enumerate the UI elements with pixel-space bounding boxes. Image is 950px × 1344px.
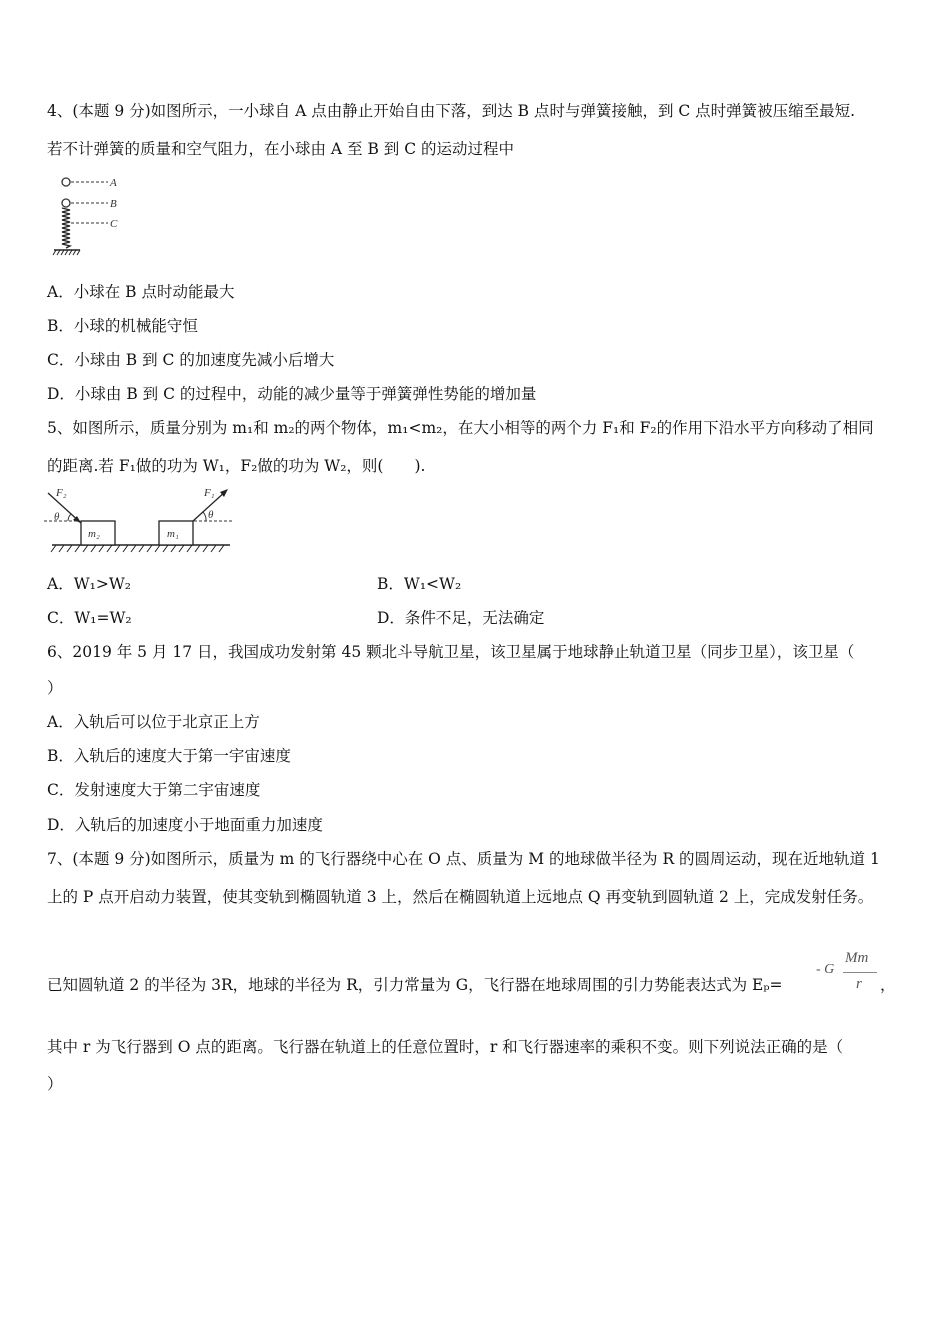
q7-formula-fraction-bar bbox=[843, 972, 877, 973]
q4-option-d[interactable]: D．小球由 B 到 C 的过程中，动能的减少量等于弹簧弹性势能的增加量 bbox=[47, 385, 537, 403]
q5-fig-label-m1: m₁ bbox=[167, 528, 179, 540]
q5-option-c[interactable]: C．W₁=W₂ bbox=[47, 609, 132, 627]
q5-option-a[interactable]: A．W₁>W₂ bbox=[47, 575, 131, 593]
q5-option-d[interactable]: D．条件不足，无法确定 bbox=[377, 609, 545, 627]
q7-formula-numerator: Mm bbox=[845, 950, 869, 966]
q4-option-c[interactable]: C．小球由 B 到 C 的加速度先减小后增大 bbox=[47, 351, 335, 369]
q5-fig-label-theta-right: θ bbox=[208, 509, 214, 521]
q5-fig-label-f2: F₂ bbox=[56, 487, 67, 499]
q7-stem-line2: 上的 P 点开启动力装置，使其变轨到椭圆轨道 3 上，然后在椭圆轨道上远地点 Q 再变轨到圆轨道 2 上，完成发射任务。 bbox=[47, 888, 874, 906]
q5-fig-label-theta-left: θ bbox=[54, 511, 60, 523]
q5-option-b[interactable]: B．W₁<W₂ bbox=[377, 575, 462, 593]
q4-spring-figure bbox=[52, 172, 132, 258]
q7-stem-line5: ） bbox=[47, 1075, 63, 1093]
q4-stem-line1: 4、(本题 9 分)如图所示，一小球自 A 点由静止开始自由下落，到达 B 点时与弹簧接触，到 C 点时弹簧被压缩至最短. bbox=[47, 102, 856, 120]
q4-fig-label-a: A bbox=[110, 177, 117, 189]
q7-stem-line1: 7、(本题 9 分)如图所示，质量为 m 的飞行器绕中心在 O 点、质量为 M 的地球做半径为 R 的圆周运动，现在近地轨道 1 bbox=[47, 850, 880, 868]
q6-option-b[interactable]: B．入轨后的速度大于第一宇宙速度 bbox=[47, 747, 291, 765]
q5-stem-line2: 的距离.若 F₁做的功为 W₁，F₂做的功为 W₂，则( ). bbox=[47, 457, 426, 475]
q4-fig-label-b: B bbox=[110, 198, 117, 210]
q5-forces-figure bbox=[44, 484, 236, 560]
q4-stem-line2: 若不计弹簧的质量和空气阻力，在小球由 A 至 B 到 C 的运动过程中 bbox=[47, 140, 515, 158]
q4-option-b[interactable]: B．小球的机械能守恒 bbox=[47, 317, 198, 335]
q7-formula-denominator: r bbox=[856, 976, 862, 992]
q7-formula-suffix: ， bbox=[880, 976, 896, 994]
q7-stem-line4: 其中 r 为飞行器到 O 点的距离。飞行器在轨道上的任意位置时，r 和飞行器速率的乘积不变。则下列说法正确的是（ bbox=[47, 1038, 844, 1056]
q7-stem-line3: 已知圆轨道 2 的半径为 3R，地球的半径为 R，引力常量为 G，飞行器在地球周围的引力势能表达式为 Eₚ= bbox=[47, 976, 783, 994]
q6-option-c[interactable]: C．发射速度大于第二宇宙速度 bbox=[47, 781, 261, 799]
q4-option-a[interactable]: A．小球在 B 点时动能最大 bbox=[47, 283, 235, 301]
q6-stem-line2: ） bbox=[47, 679, 63, 697]
q6-option-a[interactable]: A．入轨后可以位于北京正上方 bbox=[47, 713, 260, 731]
q6-option-d[interactable]: D．入轨后的加速度小于地面重力加速度 bbox=[47, 816, 323, 834]
q5-fig-label-f1: F₁ bbox=[204, 487, 215, 499]
q6-stem-line1: 6、2019 年 5 月 17 日，我国成功发射第 45 颗北斗导航卫星，该卫星属于地球静止轨道卫星（同步卫星），该卫星（ bbox=[47, 643, 855, 661]
q5-fig-label-m2: m₂ bbox=[88, 528, 100, 540]
q7-formula-prefix: - G bbox=[816, 962, 835, 977]
q5-stem-line1: 5、如图所示，质量分别为 m₁和 m₂的两个物体，m₁<m₂，在大小相等的两个力 F₁和 F₂的作用下沿水平方向移动了相同 bbox=[47, 419, 874, 437]
q4-fig-label-c: C bbox=[110, 218, 118, 230]
